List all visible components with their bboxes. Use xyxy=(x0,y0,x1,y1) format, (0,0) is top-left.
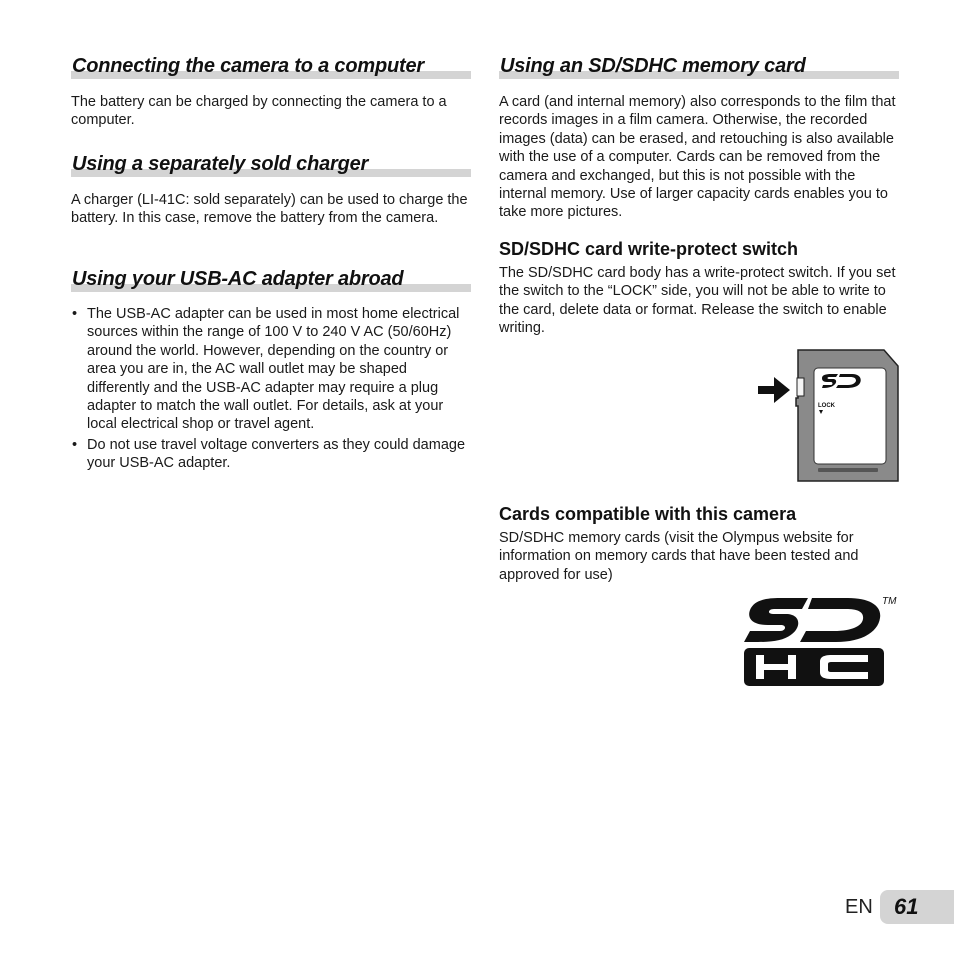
heading-text: Using an SD/SDHC memory card xyxy=(500,55,806,77)
sd-card-label xyxy=(814,368,886,464)
heading-text: Using a separately sold charger xyxy=(72,153,369,175)
arrow-right-icon xyxy=(758,377,790,403)
section-heading-sd-card xyxy=(499,55,899,79)
compatible-cards-title: Cards compatible with this camera xyxy=(499,504,797,524)
sdhc-logo-svg xyxy=(740,592,902,688)
trademark-label: TM xyxy=(882,596,897,607)
card-grip xyxy=(818,468,878,472)
language-label: EN xyxy=(845,896,873,918)
write-protect-title: SD/SDHC card write-protect switch xyxy=(499,239,799,259)
lock-label: LOCK xyxy=(818,403,835,409)
bullet-icon: • xyxy=(72,306,78,322)
hc-letter-h-bar xyxy=(756,664,796,670)
sd-letter-d xyxy=(800,598,880,642)
list-item-text: The USB-AC adapter can be used in most home electrical sources within the range of 100 V to 240 V AC (50/60Hz) around the world. However, depending on the country or area you are in, the AC wall outlet may be shaped differently and the USB-AC adapter may require a plug adapter to match the wall outlet. For details, ask at your local electrical shop or travel agent. xyxy=(87,306,460,433)
section-heading-charger xyxy=(71,153,471,177)
write-protect-paragraph: The SD/SDHC card body has a write-protect switch. If you set the switch to the “LOCK” side, you will not be able to write to the card, delete data or format. Release the switch to enable writing. xyxy=(499,265,896,337)
computer-paragraph: The battery can be charged by connecting the camera to a computer. xyxy=(71,94,447,129)
heading-text: Connecting the camera to a computer xyxy=(72,55,424,77)
usb-ac-bullet-list xyxy=(71,305,471,475)
sd-letter-s xyxy=(744,598,808,642)
list-item-text: Do not use travel voltage converters as they could damage your USB-AC adapter. xyxy=(87,436,466,472)
section-heading-usb-ac xyxy=(71,268,471,292)
heading-text: Using your USB-AC adapter abroad xyxy=(72,268,404,290)
sd-card-intro-paragraph: A card (and internal memory) also corresponds to the film that records images in a film camera. Otherwise, the recorded images (data) can be erased, and retouching is also available with the use of a computer. Cards can be removed from the camera and exchanged, but this is not possible with the internal memory. Use of larger capacity cards enables you to take more pictures. xyxy=(499,94,896,221)
charger-paragraph: A charger (LI-41C: sold separately) can be used to charge the battery. In this case, remove the battery from the camera. xyxy=(71,192,468,227)
bullet-icon: • xyxy=(72,436,78,453)
section-heading-computer xyxy=(71,55,471,79)
page-number: 61 xyxy=(894,894,919,919)
sd-card-illustration xyxy=(756,348,900,484)
sd-stripe xyxy=(826,610,860,618)
lock-switch xyxy=(797,378,804,396)
sd-card-svg xyxy=(756,348,900,484)
compatible-cards-paragraph: SD/SDHC memory cards (visit the Olympus website for information on memory cards that have been tested and approved for use) xyxy=(499,530,859,583)
sdhc-logo xyxy=(740,592,902,688)
list-item xyxy=(71,305,471,434)
list-item xyxy=(71,436,471,473)
